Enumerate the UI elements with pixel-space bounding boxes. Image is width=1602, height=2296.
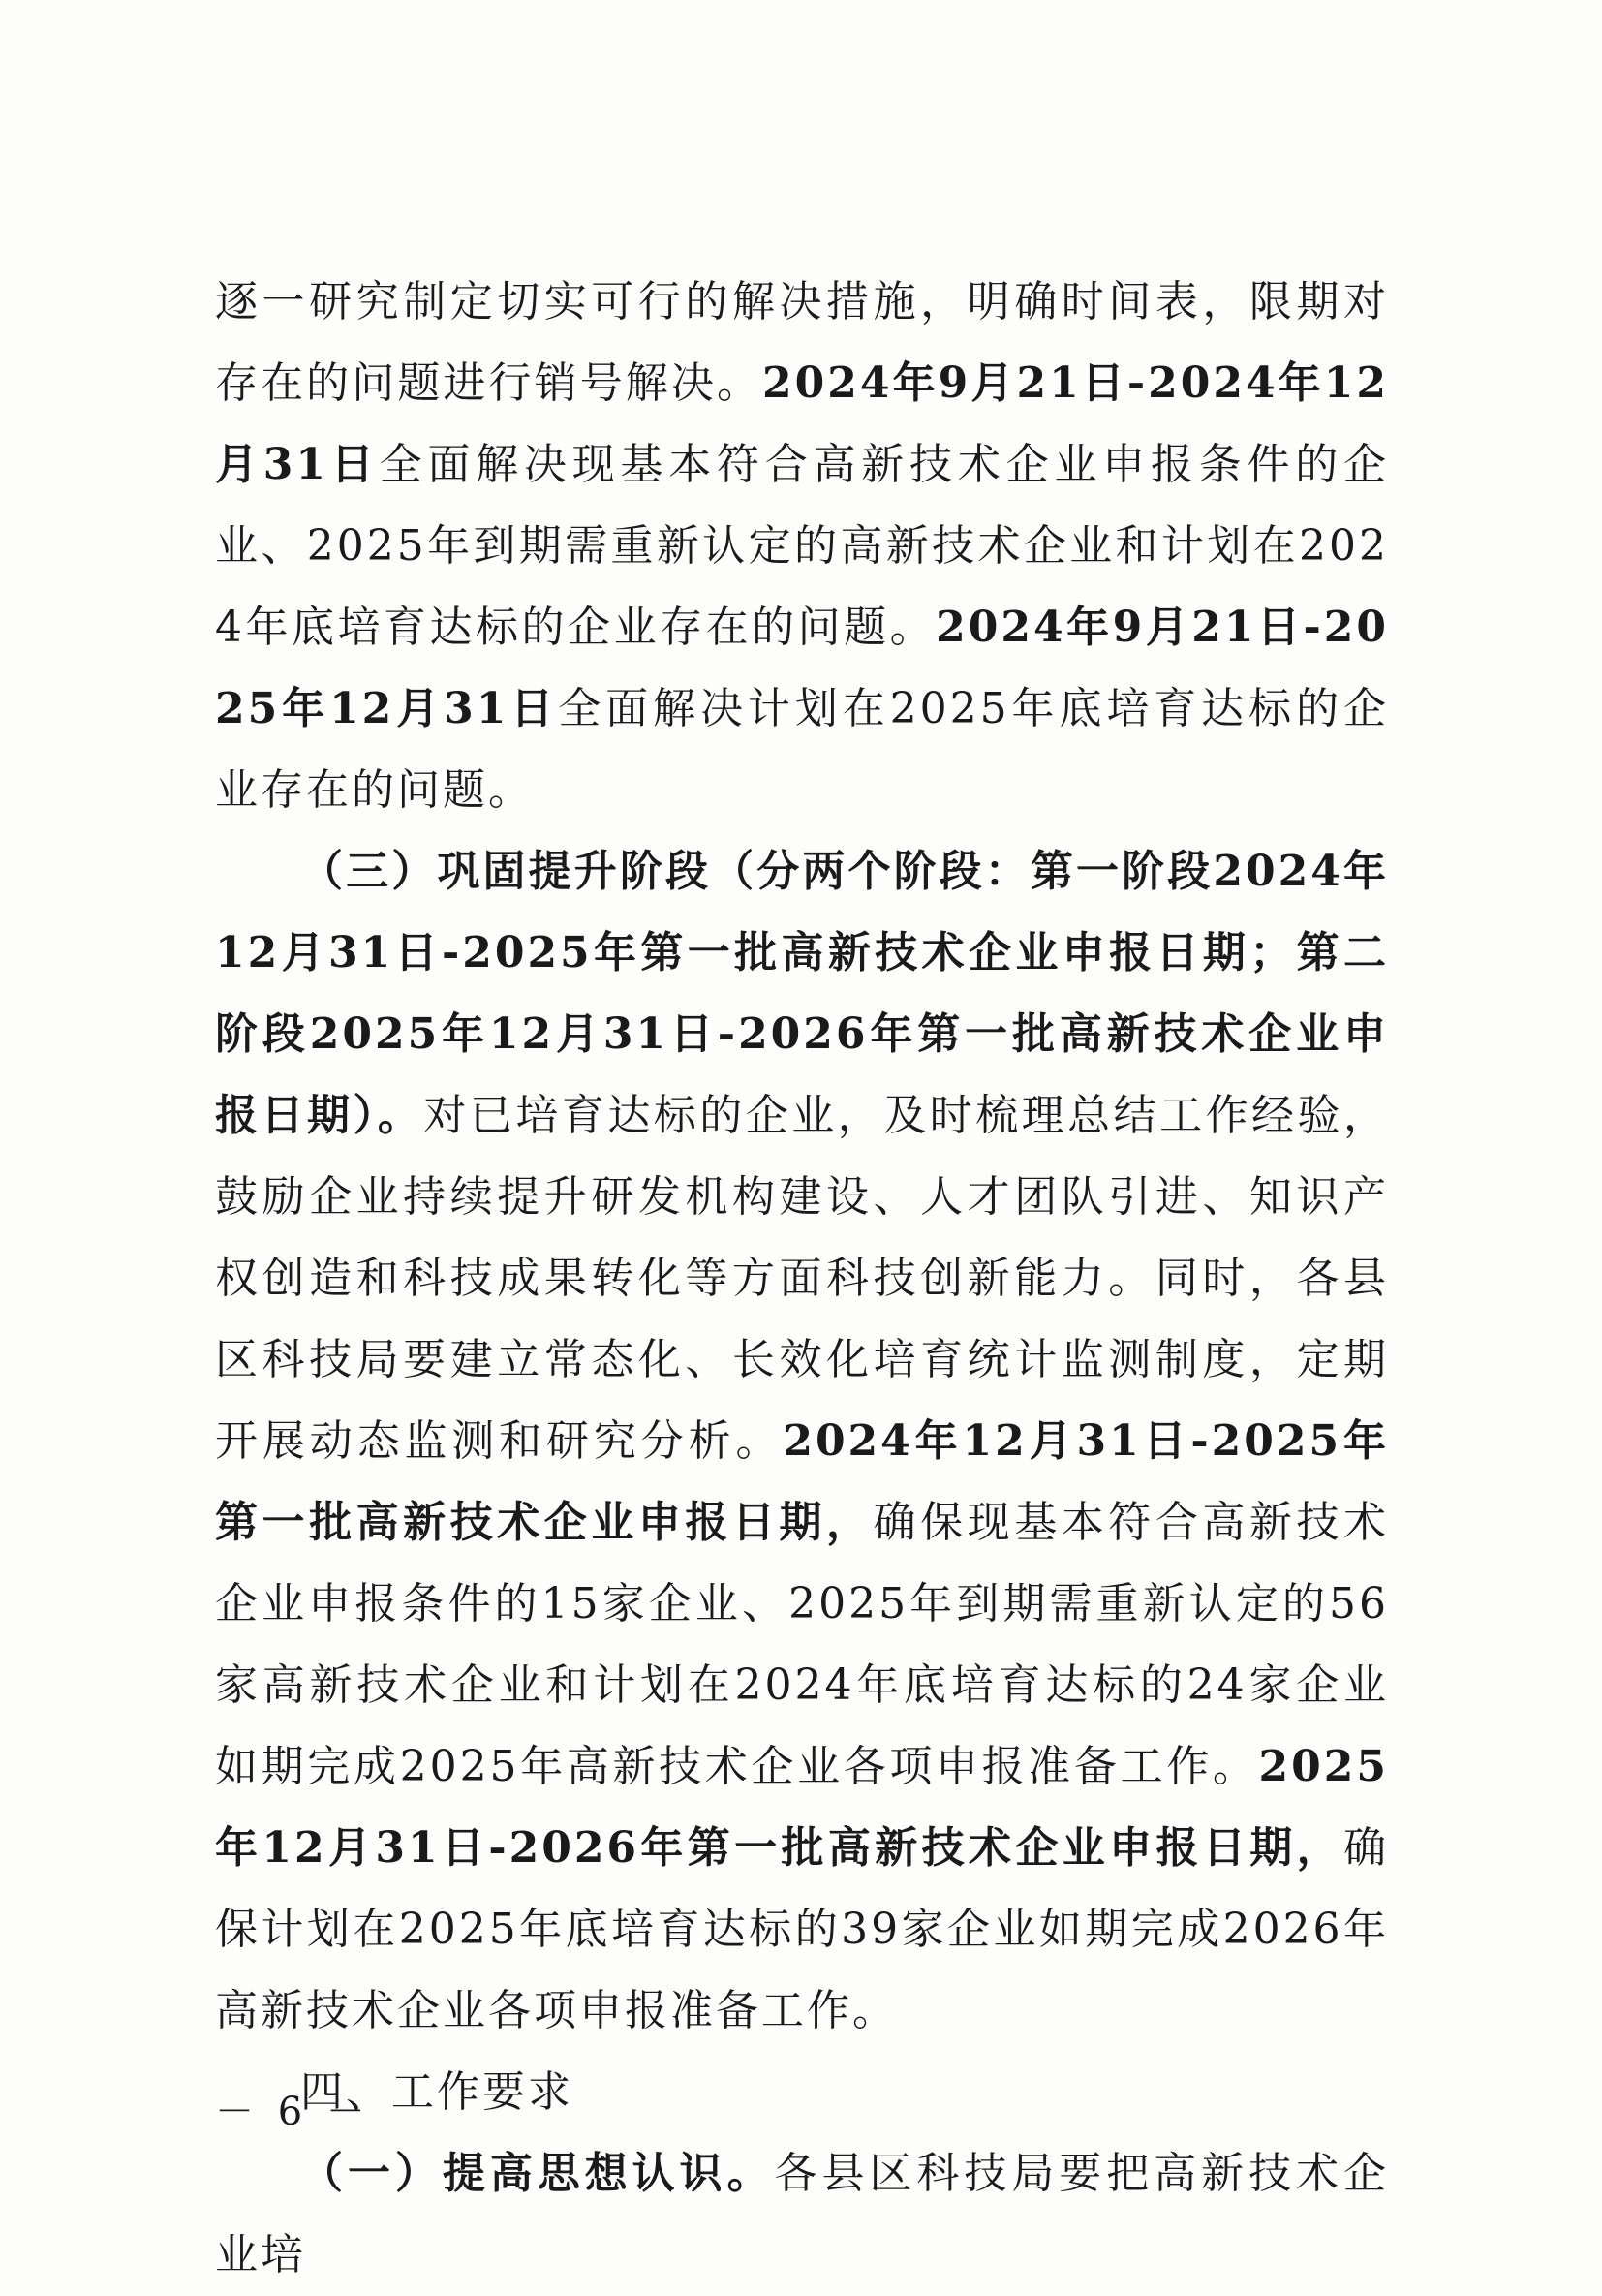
paragraph-consolidation-stage bbox=[215, 831, 1389, 2052]
text-segment: 确保现基本符合高新技术企业申报条件的15家企业、2025年到期需重新认定的56家高新技术企业和计划在2024年底培育达标的24家企业如期完成2025年高新技术企业各项申报准备工作。 bbox=[215, 1498, 1390, 1791]
paragraph-problem-resolution bbox=[215, 262, 1389, 831]
requirement-text: 各县区科技局要把高新技术企业培 bbox=[215, 2149, 1390, 2280]
section-heading: 四、工作要求 bbox=[300, 2067, 573, 2117]
page-number: － 6 － bbox=[215, 2090, 371, 2134]
text-segment: 确保计划在2025年底培育达标的39家企业如期完成2026年高新技术企业各项申报准备工作。 bbox=[215, 1823, 1389, 2035]
bold-text-segment: 2024年9月21日-2025年12月31日 bbox=[215, 603, 1389, 733]
text-segment: 对已培育达标的企业，及时梳理总结工作经验，鼓励企业持续提升研发机构建设、人才团队引进、知识产权创造和科技成果转化等方面科技创新能力。同时，各县区科技局要建立常态化、长效化培育统计监测制度，定期开展动态监测和研究分析。 bbox=[215, 1091, 1390, 1466]
bold-text-segment: 2024年12月31日-2025年第一批高新技术企业申报日期， bbox=[215, 1416, 1389, 1547]
requirement-lead: （一）提高思想认识。 bbox=[300, 2149, 775, 2198]
bold-text-segment: （三）巩固提升阶段（分两个阶段：第一阶段2024年12月31日-2025年第一批高新技术企业申报日期；第二阶段2025年12月31日-2026年第一批高新技术企业申报日期）。 bbox=[215, 847, 1389, 1140]
bold-text-segment: 2024年9月21日-2024年12月31日 bbox=[215, 358, 1390, 489]
paragraph-work-requirement-1 bbox=[215, 2133, 1389, 2296]
text-segment: 全面解决现基本符合高新技术企业申报条件的企业、2025年到期需重新认定的高新技术企业和计划在2024年底培育达标的企业存在的问题。 bbox=[215, 440, 1390, 652]
text-segment: 全面解决计划在2025年底培育达标的企业存在的问题。 bbox=[215, 684, 1389, 815]
bold-text-segment: 2025年12月31日-2026年第一批高新技术企业申报日期， bbox=[215, 1742, 1389, 1873]
document-body bbox=[215, 262, 1389, 2296]
text-segment: 逐一研究制定切实可行的解决措施，明确时间表，限期对存在的问题进行销号解决。 bbox=[215, 277, 1389, 408]
